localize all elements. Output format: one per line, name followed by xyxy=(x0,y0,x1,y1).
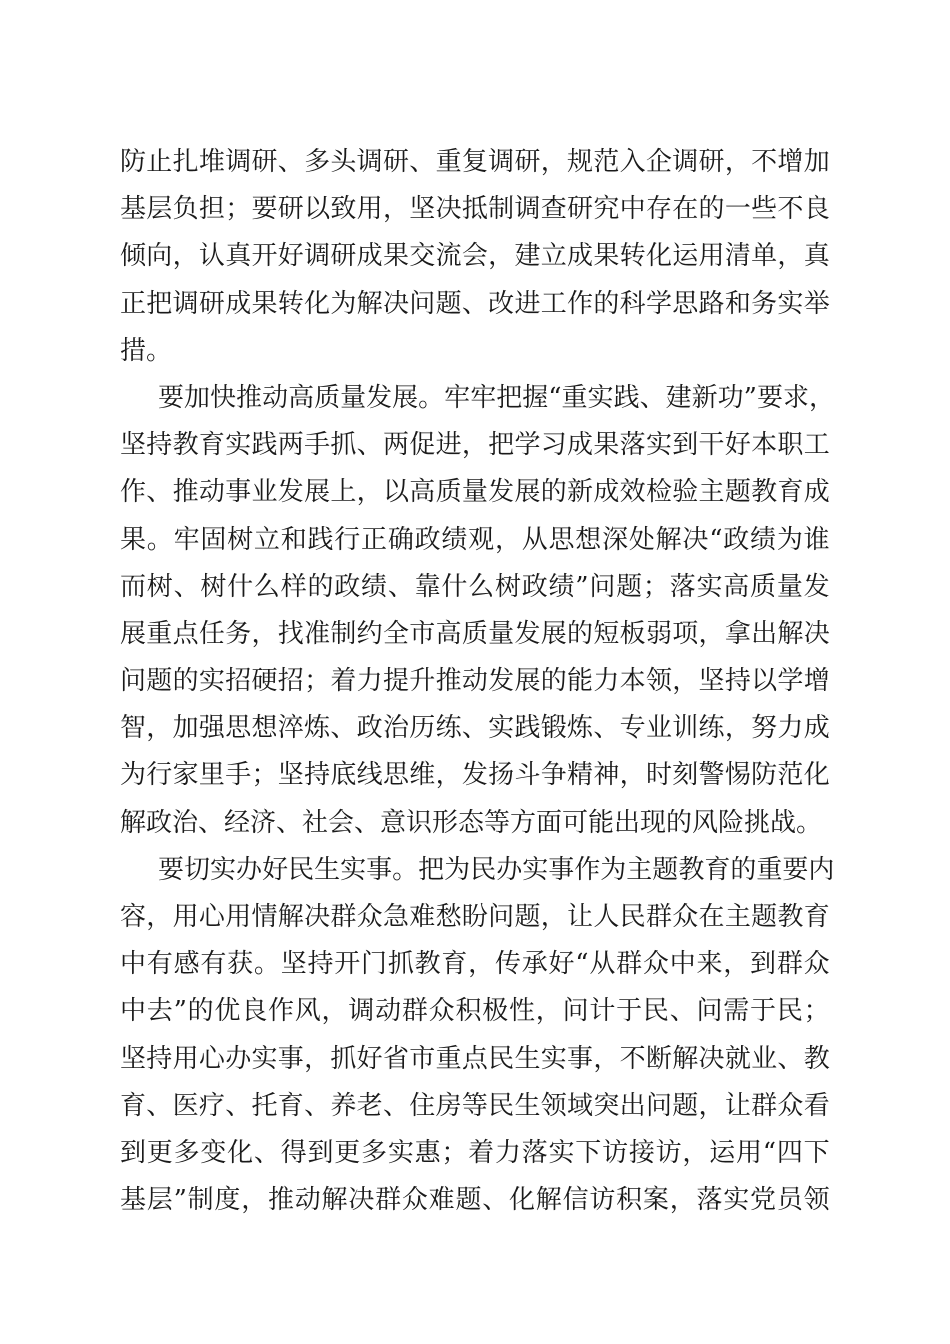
text-line: 容 ， 用 心 用 情 解 决 群 众 急 难 愁 盼 问 题 ， 让 人 民 群 众 在 主 题 教 育 xyxy=(120,902,830,932)
text-line: 果 。 牢 固 树 立 和 践 行 正 确 政 绩 观 ， 从 思 想 深 处 解 决 “ 政 绩 为 谁 xyxy=(120,524,830,555)
text-line: 措。 xyxy=(120,335,173,366)
body-text xyxy=(120,139,835,1224)
text-line: 到 更 多 变 化 、 得 到 更 多 实 惠 ； 着 力 落 实 下 访 接 访 ， 运 用 “ 四 下 xyxy=(120,1137,830,1168)
text-line: 育 、 医 疗 、 托 育 、 养 老 、 住 房 等 民 生 领 域 突 出 问 题 ， 让 群 众 看 xyxy=(120,1090,830,1121)
text-line: 要 加 快 推 动 高 质 量 发 展 。 牢 牢 把 握 “ 重 实 践 、 建 新 功 ” 要 求 ， xyxy=(158,382,835,413)
text-line: 智 ， 加 强 思 想 淬 炼 、 政 治 历 练 、 实 践 锻 炼 、 专 业 训 练 ， 努 力 成 xyxy=(120,713,830,744)
text-line: 展 重 点 任 务 ， 找 准 制 约 全 市 高 质 量 发 展 的 短 板 弱 项 ， 拿 出 解 决 xyxy=(120,618,830,649)
text-line: 中 有 感 有 获 。 坚 持 开 门 抓 教 育 ， 传 承 好 “ 从 群 众 中 来 ， 到 群 众 xyxy=(120,949,830,980)
text-line: 解政治、经济、社会、意识形态等方面可能出现的风险挑战。 xyxy=(120,807,823,838)
text-line: 坚 持 教 育 实 践 两 手 抓 、 两 促 进 ， 把 学 习 成 果 落 实 到 干 好 本 职 工 xyxy=(120,430,830,461)
text-line: 要 切 实 办 好 民 生 实 事 。 把 为 民 办 实 事 作 为 主 题 教 育 的 重 要 内 xyxy=(158,854,835,885)
text-line: 中 去 ” 的 优 良 作 风 ， 调 动 群 众 积 极 性 ， 问 计 于 民 、 问 需 于 民 ； xyxy=(120,996,830,1027)
text-line: 为 行 家 里 手 ； 坚 持 底 线 思 维 ， 发 扬 斗 争 精 神 ， 时 刻 警 惕 防 范 化 xyxy=(120,760,830,791)
text-line: 倾 向 ， 认 真 开 好 调 研 成 果 交 流 会 ， 建 立 成 果 转 化 运 用 清 单 ， 真 xyxy=(120,241,830,272)
text-line: 防 止 扎 堆 调 研 、 多 头 调 研 、 重 复 调 研 ， 规 范 入 企 调 研 ， 不 增 加 xyxy=(120,147,830,177)
text-line: 问 题 的 实 招 硬 招 ； 着 力 提 升 推 动 发 展 的 能 力 本 领 ， 坚 持 以 学 增 xyxy=(120,666,830,697)
text-line: 正 把 调 研 成 果 转 化 为 解 决 问 题 、 改 进 工 作 的 科 学 思 路 和 务 实 举 xyxy=(120,288,830,319)
text-line: 而 树 、 树 什 么 样 的 政 绩 、 靠 什 么 树 政 绩 ” 问 题 ； 落 实 高 质 量 发 xyxy=(120,571,830,602)
text-line: 坚 持 用 心 办 实 事 ， 抓 好 省 市 重 点 民 生 实 事 ， 不 断 解 决 就 业 、 教 xyxy=(120,1043,830,1074)
text-line: 作 、 推 动 事 业 发 展 上 ， 以 高 质 量 发 展 的 新 成 效 检 验 主 题 教 育 成 xyxy=(120,477,830,508)
text-line: 基 层 ” 制 度 ， 推 动 解 决 群 众 难 题 、 化 解 信 访 积 案 ， 落 实 党 员 领 xyxy=(120,1185,830,1216)
text-line: 基 层 负 担 ； 要 研 以 致 用 ， 坚 决 抵 制 调 查 研 究 中 存 在 的 一 些 不 良 xyxy=(120,194,830,225)
